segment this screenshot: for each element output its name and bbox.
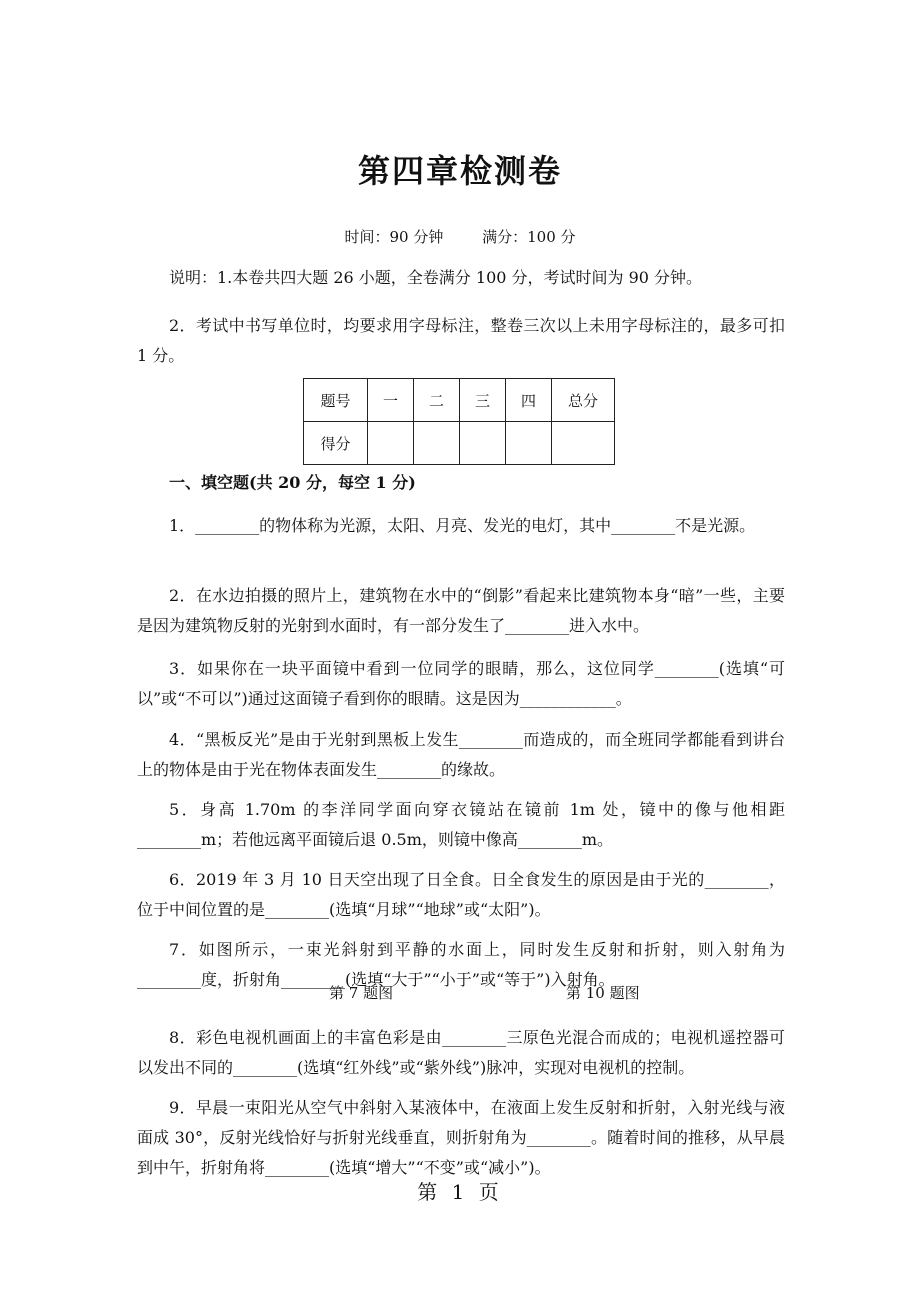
question-6: 6．2019 年 3 月 10 日天空出现了日全食。日全食发生的原因是由于光的________，位于中间位置的是________(选填“月球”“地球”或“太阳”)。 [137, 870, 785, 919]
question-5: 5．身高 1.70m 的李洋同学面向穿衣镜站在镜前 1m 处，镜中的像与他相距________m；若他远离平面镜后退 0.5m，则镜中像高________m。 [137, 800, 785, 849]
fig-10-caption: 第 10 题图 [566, 984, 640, 1002]
page-title: 第四章检测卷 [357, 152, 562, 190]
question-8: 8．彩色电视机画面上的丰富色彩是由________三原色光混合而成的；电视机遥控器可以发出不同的________(选填“红外线”或“紫外线”)脉冲，实现对电视机的控制。 [137, 1028, 785, 1077]
question-1: 1．________的物体称为光源，太阳、月亮、发光的电灯，其中________不是光源。 [169, 516, 756, 535]
exam-meta [0, 226, 920, 247]
question-3: 3．如果你在一块平面镜中看到一位同学的眼睛，那么，这位同学________(选填“可以”或“不可以”)通过这面镜子看到你的眼睛。这是因为____________。 [137, 659, 785, 708]
fig-7-caption: 第 7 题图 [329, 984, 394, 1002]
score-cell[interactable] [414, 422, 460, 465]
question-2: 2．在水边拍摄的照片上，建筑物在水中的“倒影”看起来比建筑物本身“暗”一些，主要是因为建筑物反射的光射到水面时，有一部分发生了________进入水中。 [137, 586, 785, 635]
page-footer: 第 1 页 [417, 1180, 503, 1204]
note-2: 2．考试中书写单位时，均要求用字母标注，整卷三次以上未用字母标注的，最多可扣 1 分。 [137, 316, 785, 365]
score-cell[interactable] [460, 422, 506, 465]
score-header-cell: 三 [460, 379, 506, 422]
score-header-cell: 二 [414, 379, 460, 422]
question-7: 7．如图所示，一束光斜射到平静的水面上，同时发生反射和折射，则入射角为________度，折射角________(选填“大于”“小于”或“等于”)入射角。 [137, 940, 785, 989]
score-cell[interactable] [552, 422, 615, 465]
score-cell[interactable] [506, 422, 552, 465]
question-9: 9．早晨一束阳光从空气中斜射入某液体中，在液面上发生反射和折射，入射光线与液面成 30°，反射光线恰好与折射光线垂直，则折射角为________。随着时间的推移，从早晨到中午，折射角将________(选填“增大”“不变”或“减小”)。 [137, 1098, 785, 1177]
score-header-cell: 总分 [552, 379, 615, 422]
score-cell[interactable] [368, 422, 414, 465]
exam-full-score: 满分：100 分 [482, 228, 576, 246]
score-row-label: 得分 [304, 422, 368, 465]
exam-time: 时间：90 分钟 [344, 228, 444, 246]
score-header-cell: 一 [368, 379, 414, 422]
note-1: 说明：1.本卷共四大题 26 小题，全卷满分 100 分，考试时间为 90 分钟。 [169, 268, 703, 287]
score-header-cell: 四 [506, 379, 552, 422]
question-4: 4．“黑板反光”是由于光射到黑板上发生________而造成的，而全班同学都能看到讲台上的物体是由于光在物体表面发生________的缘故。 [137, 730, 785, 779]
score-header-cell: 题号 [304, 379, 368, 422]
score-table [303, 378, 615, 465]
section-1-title: 一、填空题(共 20 分，每空 1 分) [169, 473, 416, 492]
